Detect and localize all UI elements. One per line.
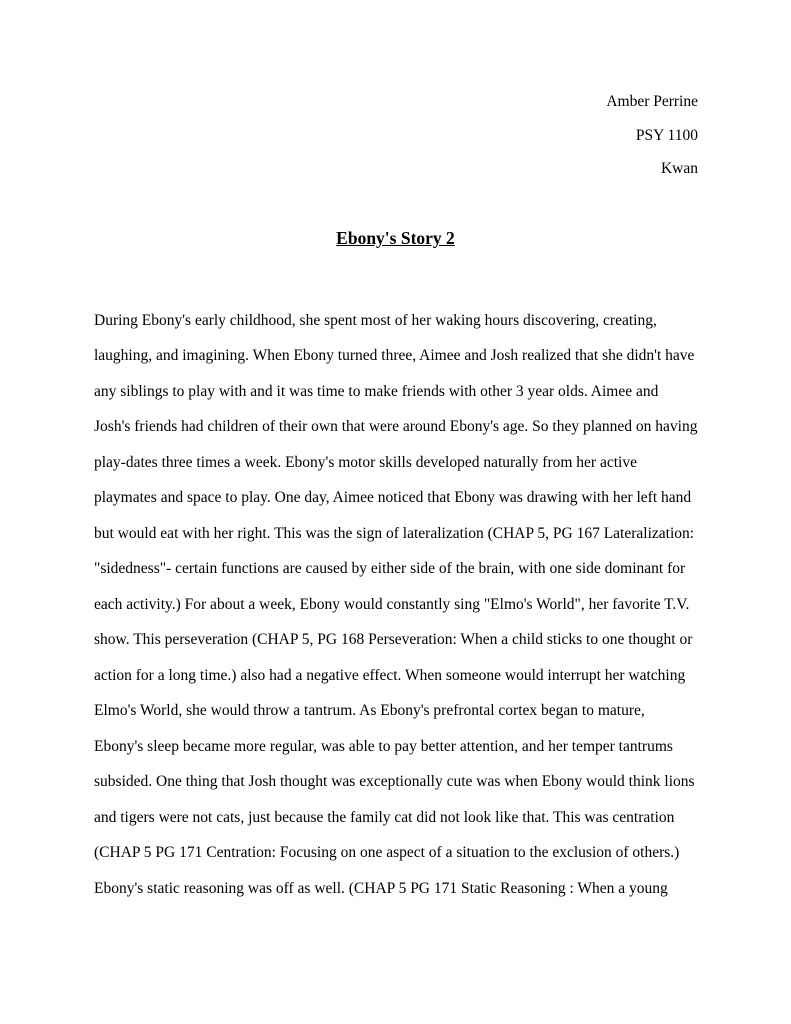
body-line: and tigers were not cats, just because the family cat did not look like that. This was centration: [94, 809, 675, 826]
body-line: Josh's friends had children of their own that were around Ebony's age. So they planned on having: [94, 418, 698, 435]
body-line: Ebony's sleep became more regular, was able to pay better attention, and her temper tantrums: [94, 738, 673, 755]
body-line: Ebony's static reasoning was off as well. (CHAP 5 PG 171 Static Reasoning : When a young: [94, 880, 668, 897]
body-line: playmates and space to play. One day, Aimee noticed that Ebony was drawing with her left hand: [94, 489, 692, 506]
course-code: PSY 1100: [635, 127, 698, 144]
body-line: play-dates three times a week. Ebony's motor skills developed naturally from her active: [94, 454, 637, 471]
body-line: subsided. One thing that Josh thought was exceptionally cute was when Ebony would think lions: [94, 773, 695, 790]
body-line: (CHAP 5 PG 171 Centration: Focusing on one aspect of a situation to the exclusion of others.): [94, 844, 680, 861]
body-line: During Ebony's early childhood, she spent most of her waking hours discovering, creating,: [94, 312, 657, 329]
body-line: Elmo's World, she would throw a tantrum. As Ebony's prefrontal cortex began to mature,: [94, 702, 645, 719]
body-line: any siblings to play with and it was time to make friends with other 3 year olds. Aimee and: [94, 383, 659, 400]
instructor-name: Kwan: [660, 160, 698, 177]
author-name: Amber Perrine: [606, 93, 698, 110]
body-line: action for a long time.) also had a negative effect. When someone would interrupt her watching: [94, 667, 686, 684]
document-title: Ebony's Story 2: [336, 228, 455, 248]
body-line: laughing, and imagining. When Ebony turned three, Aimee and Josh realized that she didn't have: [94, 347, 695, 364]
body-line: each activity.) For about a week, Ebony would constantly sing "Elmo's World", her favorite T.V.: [94, 596, 690, 613]
body-line: show. This perseveration (CHAP 5, PG 168 Perseveration: When a child sticks to one thought or: [94, 631, 693, 648]
body-line: but would eat with her right. This was the sign of lateralization (CHAP 5, PG 167 Lateralization:: [94, 525, 695, 542]
body-line: "sidedness"- certain functions are caused by either side of the brain, with one side dominant for: [94, 560, 686, 577]
